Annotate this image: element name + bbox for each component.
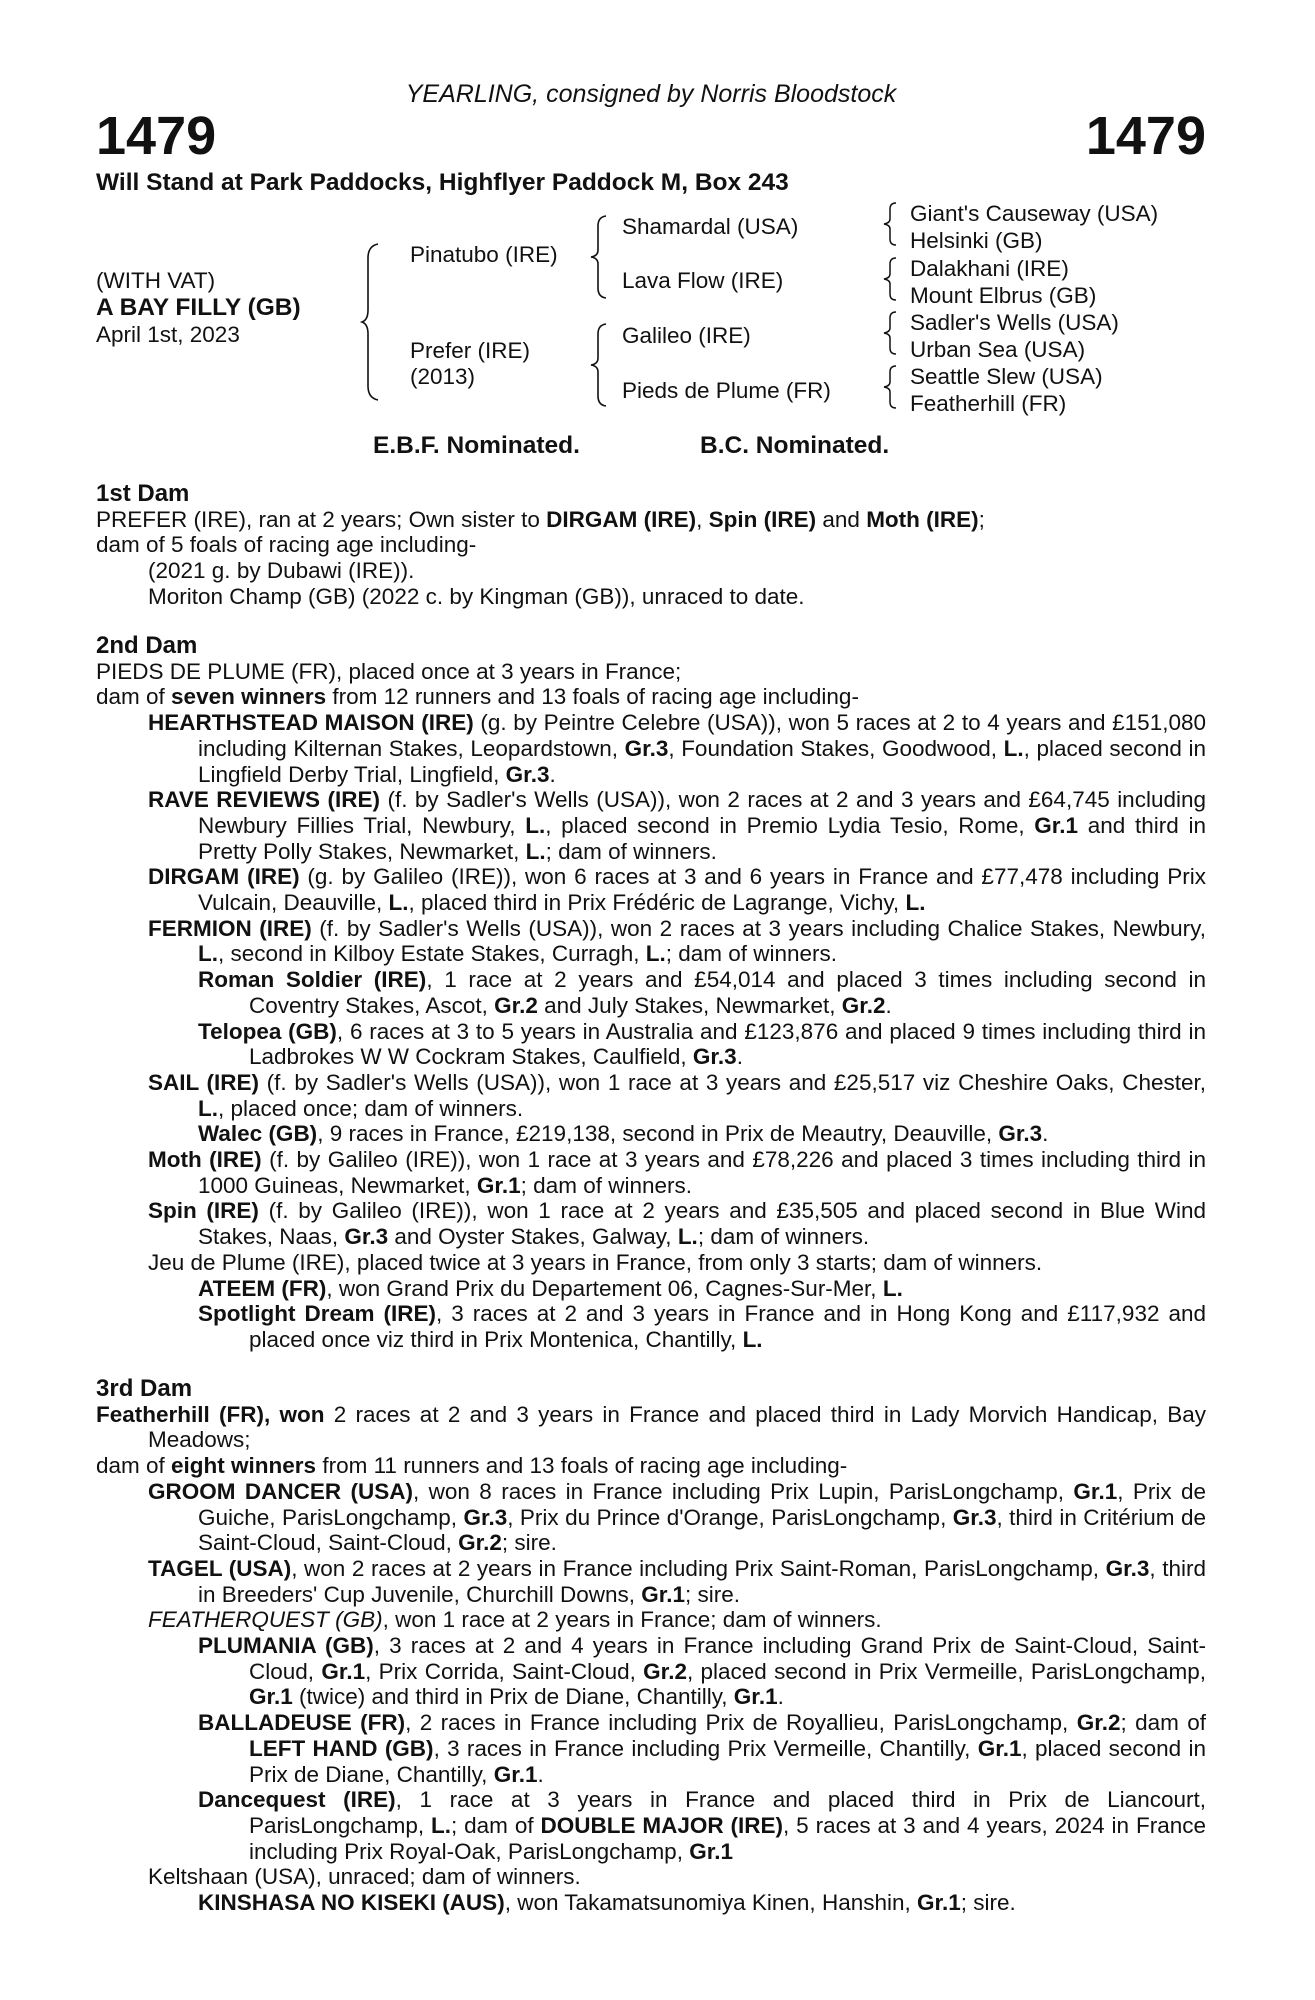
produce-entry: KINSHASA NO KISEKI (AUS), won Takamatsunomiya Kinen, Hanshin, Gr.1; sire. bbox=[198, 1890, 1016, 1916]
sire-dam: Lava Flow (IRE) bbox=[622, 268, 784, 293]
third-dam-produce: dam of eight winners from 11 runners and 13 foals of racing age including- bbox=[96, 1453, 848, 1479]
horse-name: A BAY FILLY (GB) bbox=[96, 294, 301, 321]
second-dam-produce-list bbox=[96, 710, 1206, 1353]
first-dam-foal-1: (2021 g. by Dubawi (IRE)). bbox=[148, 558, 415, 584]
produce-entry: TAGEL (USA), won 2 races at 2 years in France including Prix Saint-Roman, ParisLongchamp, Gr.3, third in Breeders' Cup Juvenile, Churchill Downs, Gr.1; sire. bbox=[148, 1555, 1206, 1607]
produce-entry: Keltshaan (USA), unraced; dam of winners. bbox=[148, 1864, 581, 1890]
sire-name: Pinatubo (IRE) bbox=[410, 242, 558, 267]
brace-main bbox=[360, 242, 382, 402]
produce-entry: HEARTHSTEAD MAISON (IRE) (g. by Peintre Celebre (USA)), won 5 races at 2 to 4 years and £151,080 including Kilternan Stakes, Leopardstown, Gr.3, Foundation Stakes, Goodwood, L., placed second in Lingfield Derby Trial, Lingfield, Gr.3. bbox=[148, 710, 1206, 787]
second-dam-heading: 2nd Dam bbox=[96, 632, 198, 659]
produce-entry: Spotlight Dream (IRE), 3 races at 2 and 3 years in France and in Hong Kong and £117,932 and placed once viz third in Prix Montenica, Chantilly, L. bbox=[198, 1301, 1206, 1352]
brace-g3-2 bbox=[882, 256, 900, 302]
dam-dam: Pieds de Plume (FR) bbox=[622, 378, 831, 403]
g3-6: Urban Sea (USA) bbox=[910, 337, 1086, 362]
g3-1: Giant's Causeway (USA) bbox=[910, 201, 1159, 226]
third-dam-produce-list bbox=[96, 1479, 1206, 1916]
produce-entry: ATEEM (FR), won Grand Prix du Departement 06, Cagnes-Sur-Mer, L. bbox=[198, 1275, 903, 1301]
produce-entry: Dancequest (IRE), 1 race at 3 years in France and placed third in Prix de Liancourt, ParisLongchamp, L.; dam of DOUBLE MAJOR (IRE), 5 races at 3 and 4 years, 2024 in France including Prix Royal-Oak, ParisLongchamp, Gr.1 bbox=[198, 1787, 1206, 1864]
produce-entry: Spin (IRE) (f. by Galileo (IRE)), won 1 race at 2 years and £35,505 and placed second in Blue Wind Stakes, Naas, Gr.3 and Oyster Stakes, Galway, L.; dam of winners. bbox=[148, 1198, 1206, 1250]
foaling-date: April 1st, 2023 bbox=[96, 322, 240, 347]
first-dam-foal-2: Moriton Champ (GB) (2022 c. by Kingman (GB)), unraced to date. bbox=[148, 583, 805, 609]
produce-entry: DIRGAM (IRE) (g. by Galileo (IRE)), won 6 races at 3 and 6 years in France and £77,478 including Prix Vulcain, Deauville, L., placed third in Prix Frédéric de Lagrange, Vichy, L. bbox=[148, 864, 1206, 916]
brace-dam bbox=[588, 322, 610, 408]
produce-entry: BALLADEUSE (FR), 2 races in France including Prix de Royallieu, ParisLongchamp, Gr.2; dam of LEFT HAND (GB), 3 races in France including Prix Vermeille, Chantilly, Gr.1, placed second in Prix de Diane, Chantilly, Gr.1. bbox=[198, 1710, 1207, 1787]
first-dam-line-2: dam of 5 foals of racing age including- bbox=[96, 532, 477, 558]
vat-note: (WITH VAT) bbox=[96, 268, 216, 293]
produce-entry: SAIL (IRE) (f. by Sadler's Wells (USA)), won 1 race at 3 years and £25,517 viz Cheshire Oaks, Chester, L., placed once; dam of winners. bbox=[148, 1069, 1206, 1121]
produce-entry: Moth (IRE) (f. by Galileo (IRE)), won 1 race at 3 years and £78,226 and placed 3 times including third in 1000 Guineas, Newmarket, Gr.1; dam of winners. bbox=[148, 1147, 1206, 1198]
produce-entry: Telopea (GB), 6 races at 3 to 5 years in Australia and £123,876 and placed 9 times including third in Ladbrokes W W Cockram Stakes, Caulfield, Gr.3. bbox=[198, 1018, 1206, 1070]
third-dam-intro: Featherhill (FR), won 2 races at 2 and 3 years in France and placed third in Lady Morvich Handicap, Bay Meadows; bbox=[96, 1401, 1206, 1453]
sire-sire: Shamardal (USA) bbox=[622, 214, 799, 239]
bc-nomination: B.C. Nominated. bbox=[700, 432, 890, 459]
brace-sire bbox=[588, 214, 610, 300]
second-dam-intro: PIEDS DE PLUME (FR), placed once at 3 years in France; bbox=[96, 658, 682, 684]
lot-number-right: 1479 bbox=[1085, 106, 1206, 166]
lot-number-left: 1479 bbox=[96, 106, 217, 166]
consignment-line: YEARLING, consigned by Norris Bloodstock bbox=[405, 80, 897, 108]
third-dam-section bbox=[96, 1376, 1206, 1916]
brace-g3-3 bbox=[882, 310, 900, 356]
first-dam-section bbox=[96, 481, 1206, 610]
produce-entry: FEATHERQUEST (GB), won 1 race at 2 years in France; dam of winners. bbox=[148, 1607, 882, 1633]
produce-entry: RAVE REVIEWS (IRE) (f. by Sadler's Wells (USA)), won 2 races at 2 and 3 years and £64,745 including Newbury Fillies Trial, Newbury, L., placed second in Premio Lydia Tesio, Rome, Gr.1 and third in Pretty Polly Stakes, Newmarket, L.; dam of winners. bbox=[148, 787, 1207, 864]
second-dam-produce: dam of seven winners from 12 runners and 13 foals of racing age including- bbox=[96, 684, 859, 710]
dam-year: (2013) bbox=[410, 364, 476, 389]
g3-8: Featherhill (FR) bbox=[910, 391, 1067, 416]
ebf-nomination: E.B.F. Nominated. bbox=[373, 432, 580, 459]
first-dam-heading: 1st Dam bbox=[96, 480, 190, 507]
catalogue-header bbox=[96, 80, 1206, 170]
brace-g3-4 bbox=[882, 364, 900, 410]
produce-entry: Jeu de Plume (IRE), placed twice at 3 years in France, from only 3 starts; dam of winners. bbox=[148, 1249, 1043, 1275]
g3-7: Seattle Slew (USA) bbox=[910, 364, 1103, 389]
g3-2: Helsinki (GB) bbox=[910, 228, 1043, 253]
first-dam-line-1: PREFER (IRE), ran at 2 years; Own sister to DIRGAM (IRE), Spin (IRE) and Moth (IRE); bbox=[96, 506, 985, 532]
produce-entry: FERMION (IRE) (f. by Sadler's Wells (USA)), won 2 races at 3 years including Chalice Stakes, Newbury, L., second in Kilboy Estate Stakes, Curragh, L.; dam of winners. bbox=[148, 915, 1206, 967]
produce-entry: GROOM DANCER (USA), won 8 races in France including Prix Lupin, ParisLongchamp, Gr.1, Prix de Guiche, ParisLongchamp, Gr.3, Prix du Prince d'Orange, ParisLongchamp, Gr.3, third in Critérium de Saint-Cloud, Saint-Cloud, Gr.2; sire. bbox=[148, 1478, 1206, 1556]
g3-3: Dalakhani (IRE) bbox=[910, 256, 1069, 281]
brace-g3-1 bbox=[882, 201, 900, 247]
produce-entry: Walec (GB), 9 races in France, £219,138, second in Prix de Meautry, Deauville, Gr.3. bbox=[198, 1121, 1049, 1147]
dam-name: Prefer (IRE) bbox=[410, 338, 531, 363]
stand-location: Will Stand at Park Paddocks, Highflyer Paddock M, Box 243 bbox=[96, 169, 789, 196]
g3-5: Sadler's Wells (USA) bbox=[910, 310, 1119, 335]
third-dam-heading: 3rd Dam bbox=[96, 1375, 193, 1402]
dam-sire: Galileo (IRE) bbox=[622, 323, 751, 348]
g3-4: Mount Elbrus (GB) bbox=[910, 283, 1097, 308]
second-dam-section bbox=[96, 633, 1206, 1353]
produce-entry: PLUMANIA (GB), 3 races at 2 and 4 years in France including Grand Prix de Saint-Cloud, Saint-Cloud, Gr.1, Prix Corrida, Saint-Cloud, Gr.2, placed second in Prix Vermeille, ParisLongchamp, Gr.1 (twice) and third in Prix de Diane, Chantilly, Gr.1. bbox=[198, 1633, 1206, 1710]
produce-entry: Roman Soldier (IRE), 1 race at 2 years and £54,014 and placed 3 times including second in Coventry Stakes, Ascot, Gr.2 and July Stakes, Newmarket, Gr.2. bbox=[198, 967, 1206, 1018]
